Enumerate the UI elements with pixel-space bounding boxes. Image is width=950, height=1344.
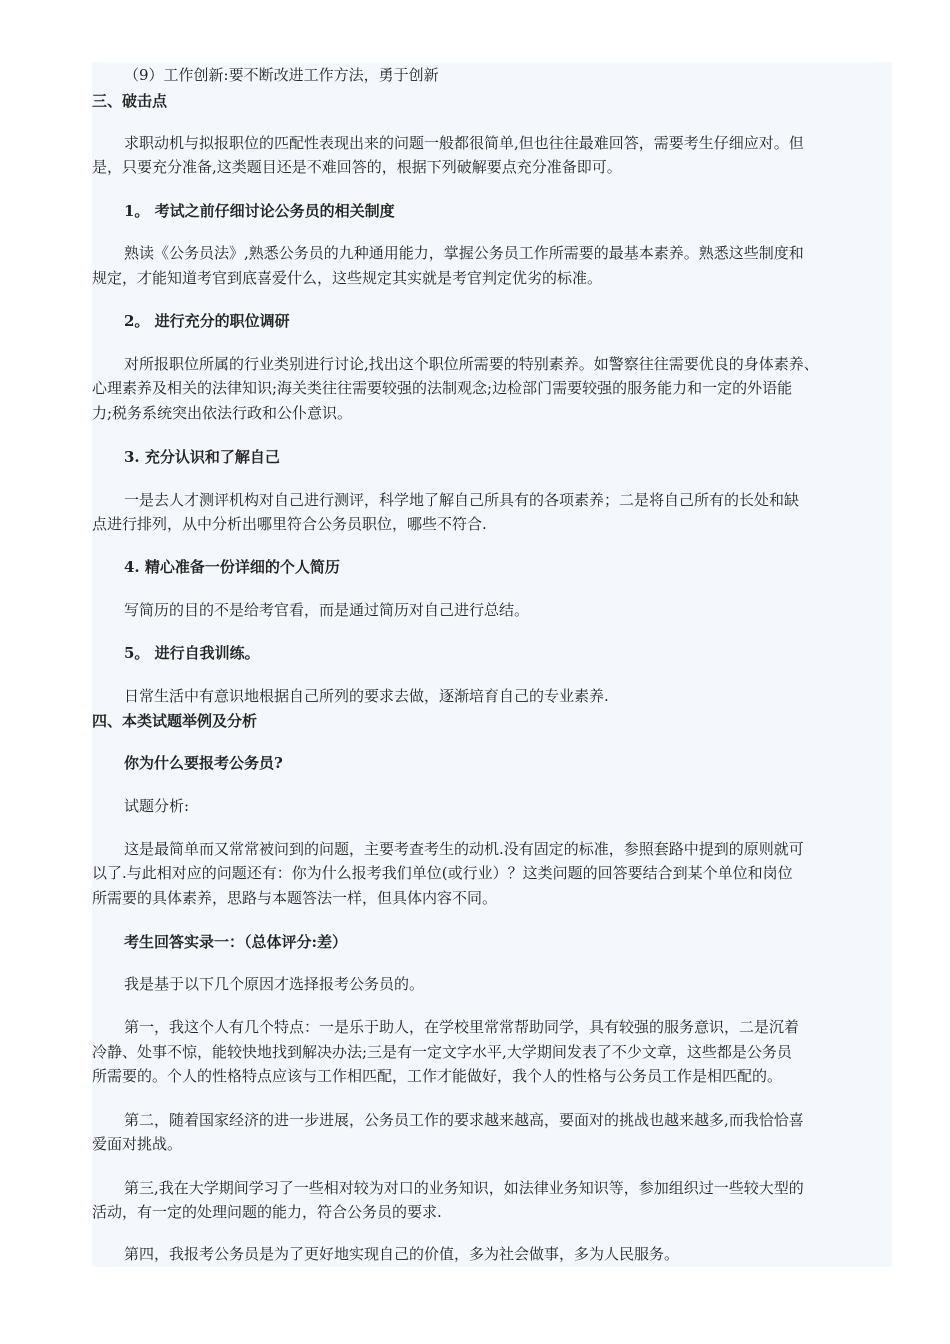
paragraph-line: 第四，我报考公务员是为了更好地实现自己的价值，多为社会做事，多为人民服务。 bbox=[124, 1245, 680, 1263]
paragraph-line: 第一，我这个人有几个特点：一是乐于助人，在学校里常常帮助同学，具有较强的服务意识，二是沉着 bbox=[124, 1018, 800, 1036]
paragraph-line: 所需要的具体素养，思路与本题答法一样，但具体内容不同。 bbox=[92, 889, 498, 907]
paragraph-line: 心理素养及相关的法律知识;海关类往往需要较强的法制观念;边检部门需要较强的服务能力和一定的外语能 bbox=[92, 379, 793, 397]
paragraph-line: 以了.与此相对应的问题还有：你为什么报考我们单位(或行业）？这类问题的回答要结合到某个单位和岗位 bbox=[92, 864, 793, 882]
paragraph-line: 求职动机与拟报职位的匹配性表现出来的问题一般都很简单,但也往往最难回答，需要考生仔细应对。但 bbox=[124, 134, 804, 152]
paragraph-line: 活动，有一定的处理问题的能力，符合公务员的要求. bbox=[92, 1203, 442, 1221]
paragraph-line: 这是最简单而又常常被问到的问题，主要考查考生的动机.没有固定的标准，参照套路中提到的原则就可 bbox=[124, 840, 804, 858]
paragraph-line: 所需要的。个人的性格特点应该与工作相匹配，工作才能做好，我个人的性格与公务员工作是相匹配的。 bbox=[92, 1067, 783, 1085]
paragraph-line: 一是去人才测评机构对自己进行测评，科学地了解自己所具有的各项素养；二是将自己所有的长处和缺 bbox=[124, 491, 800, 509]
section-heading-4: 四、本类试题举例及分析 bbox=[92, 712, 258, 730]
subheading-2: 2。 进行充分的职位调研 bbox=[124, 312, 290, 330]
subheading-4: 4. 精心准备一份详细的个人简历 bbox=[124, 558, 340, 576]
document-body bbox=[92, 62, 892, 1267]
paragraph-line: 我是基于以下几个原因才选择报考公务员的。 bbox=[124, 975, 425, 993]
paragraph-line: 对所报职位所属的行业类别进行讨论,找出这个职位所需要的特别素养。如警察往往需要优良的身体素养、 bbox=[124, 355, 819, 373]
paragraph-line: 日常生活中有意识地根据自己所列的要求去做，逐渐培育自己的专业素养. bbox=[124, 687, 609, 705]
analysis-label: 试题分析: bbox=[124, 797, 190, 815]
paragraph-line: 写简历的目的不是给考官看，而是通过简历对自己进行总结。 bbox=[124, 601, 530, 619]
subheading-1: 1。 考试之前仔细讨论公务员的相关制度 bbox=[124, 202, 395, 220]
paragraph-line: 第三,我在大学期间学习了一些相对较为对口的业务知识，如法律业务知识等，参加组织过一些较大型的 bbox=[124, 1179, 804, 1197]
subheading-3: 3. 充分认识和了解自己 bbox=[124, 448, 280, 466]
paragraph-line: 力;税务系统突出依法行政和公仆意识。 bbox=[92, 404, 353, 422]
question-title: 你为什么要报考公务员? bbox=[124, 754, 283, 772]
paragraph-line: 爱面对挑战。 bbox=[92, 1135, 183, 1153]
paragraph-line: 第二，随着国家经济的进一步进展，公务员工作的要求越来越高，要面对的挑战也越来越多,而我恰恰喜 bbox=[124, 1111, 804, 1129]
paragraph-line: 是，只要充分准备,这类题目还是不难回答的，根据下列破解要点充分准备即可。 bbox=[92, 158, 622, 176]
paragraph-line: 规定，才能知道考官到底喜爱什么，这些规定其实就是考官判定优劣的标准。 bbox=[92, 269, 603, 287]
paragraph-line: 冷静、处事不惊，能较快地找到解决办法;三是有一定文字水平,大学期间发表了不少文章，这些都是公务员 bbox=[92, 1043, 792, 1061]
paragraph-line: 熟读《公务员法》,熟悉公务员的九种通用能力，掌握公务员工作所需要的最基本素养。熟悉这些制度和 bbox=[124, 244, 804, 262]
answer-record-heading: 考生回答实录一：（总体评分:差） bbox=[124, 933, 348, 951]
paragraph-line: 点进行排列，从中分析出哪里符合公务员职位，哪些不符合. bbox=[92, 515, 487, 533]
subheading-5: 5。 进行自我训练。 bbox=[124, 644, 260, 662]
section-heading-3: 三、破击点 bbox=[92, 92, 168, 110]
list-item-work-innovation: （9）工作创新:要不断改进工作方法，勇于创新 bbox=[124, 66, 439, 84]
